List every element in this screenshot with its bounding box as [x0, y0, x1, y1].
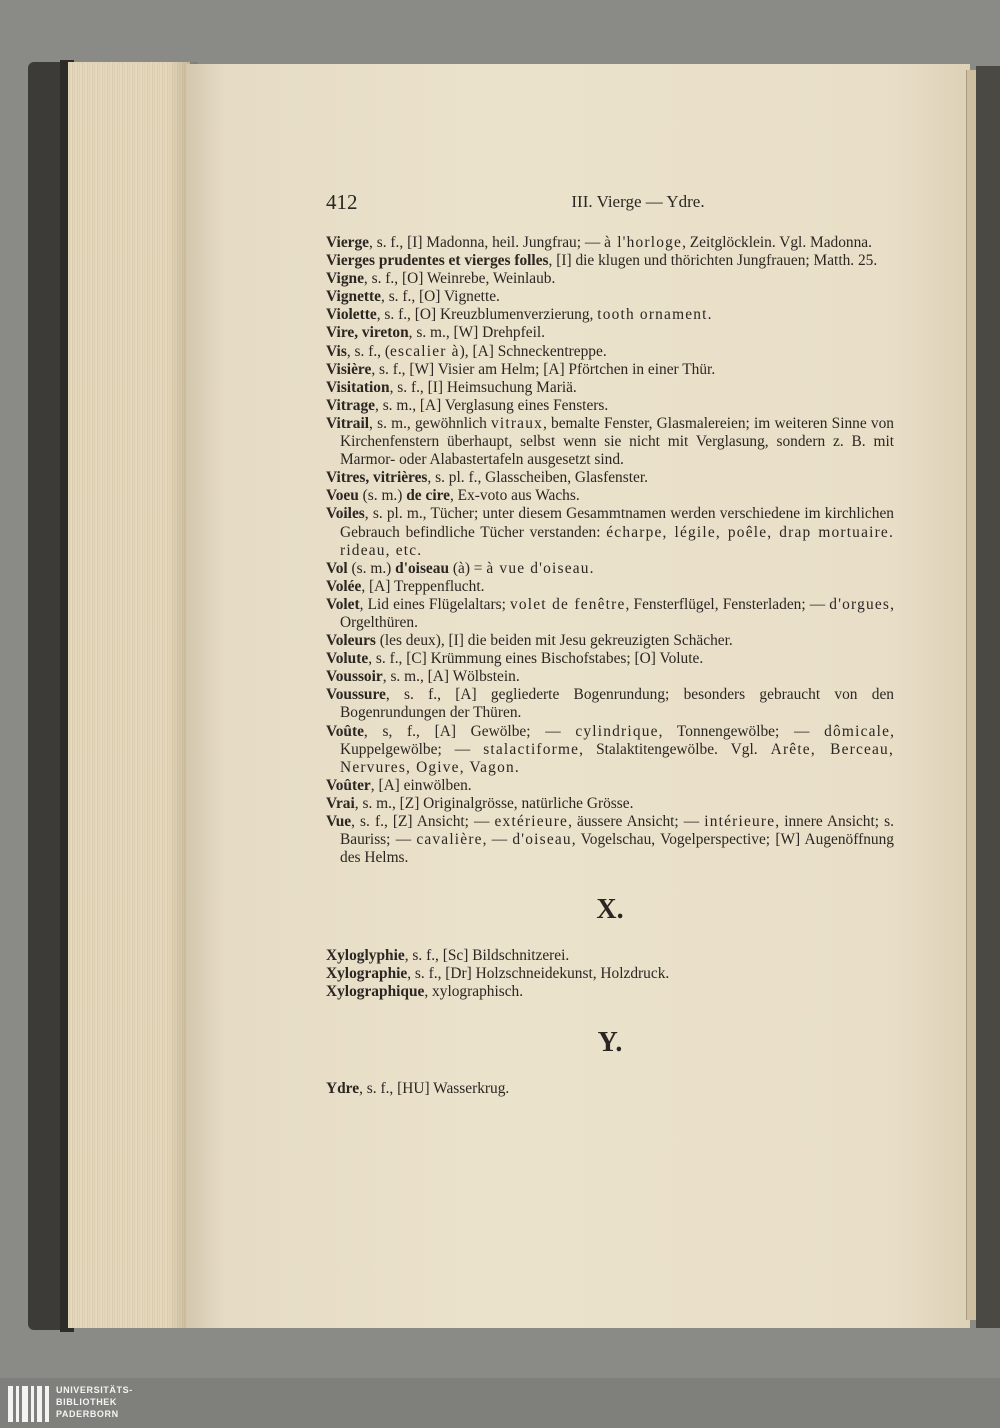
entry-headword: Voussoir [326, 668, 383, 686]
entry-definition: , Tonnengewölbe; — [658, 722, 825, 740]
dictionary-entry [326, 795, 894, 813]
entry-french-term: dômicale [824, 722, 891, 740]
dictionary-entry [326, 469, 894, 487]
dictionary-entry [326, 596, 894, 632]
entry-headword: Vitrage [326, 396, 375, 414]
dictionary-entry [326, 578, 894, 596]
entry-headword: Vitres, vitrières [326, 469, 428, 487]
entry-definition: (s. m.) [358, 487, 407, 505]
entry-headword: Visière [326, 360, 372, 378]
dictionary-entry [326, 965, 894, 983]
entry-headword: Vire, vireton [326, 324, 409, 342]
dictionary-entry [326, 361, 894, 379]
entry-french-term: intérieure [704, 813, 776, 830]
entry-definition: , s. f., ( [346, 342, 390, 360]
entry-french-term: volet de fenêtre [510, 595, 626, 613]
entry-headword: Vignette [326, 288, 381, 306]
entry-definition: (s. m.) [347, 559, 396, 577]
entry-french-term: à l'horloge [604, 234, 683, 251]
entry-definition: , s, f., [A] Gewölbe; — [363, 722, 576, 740]
entry-headword: Voussure [326, 686, 386, 704]
entry-headword: Vierges prudentes et vierges folles [326, 252, 549, 270]
entry-headword: Xylographie [326, 965, 408, 983]
entry-french-term: d'orgues [829, 595, 891, 613]
entry-definition: , s. m., [Z] Originalgrösse, natürliche Grösse. [354, 794, 634, 812]
library-footer [0, 1378, 1000, 1428]
entry-french-term: cavalière [416, 831, 483, 849]
dictionary-entry [326, 560, 894, 578]
section-heading-x: X. [596, 894, 624, 926]
entry-definition: , Orgelthüren. [340, 595, 894, 631]
entry-french-term: extérieure [494, 813, 569, 830]
entry-definition: , s. pl. m., Tücher; unter diesem Gesammtnamen werden verschiedene im kirchlichen Gebrauch befindliche Tücher verstanden: [340, 505, 894, 541]
entry-definition: , s. f., [O] Weinrebe, Weinlaub. [363, 270, 556, 288]
entry-definition: , s. f., [W] Visier am Helm; [A] Pförtchen in einer Thür. [371, 360, 716, 378]
entry-french-term: à vue d'oiseau. [486, 559, 595, 577]
page-number: 412 [326, 190, 358, 214]
dictionary-entry [326, 813, 894, 867]
entry-headword: Voiles [326, 505, 365, 523]
entry-headword: Voûter [326, 776, 371, 794]
entry-headword: Volet [326, 595, 360, 613]
entry-french-term: cylindrique [575, 722, 659, 740]
dictionary-entry [326, 234, 894, 252]
entry-definition: (à) = [449, 559, 487, 577]
entry-definition: , s. f., [Z] Ansicht; — [351, 813, 495, 830]
entry-french-term: écharpe, légile, poêle, drap mortuaire. rideau, etc. [340, 523, 894, 559]
entry-headword: Ydre [326, 1079, 360, 1097]
entry-definition: , s. f., [O] Vignette. [381, 288, 500, 306]
entry-definition: , Vogelschau, Vogelperspective; [W] Augenöffnung des Helms. [340, 831, 894, 867]
entry-definition: , s. m., [A] Wölbstein. [382, 668, 520, 686]
library-name [56, 1384, 133, 1420]
dictionary-entry [326, 777, 894, 795]
entry-definition: , Zeitglöcklein. Vgl. Madonna. [682, 234, 872, 251]
dictionary-entry [326, 1080, 894, 1098]
entry-french-term: vitraux [490, 414, 543, 432]
entry-definition: , äussere Ansicht; — [568, 813, 705, 830]
entry-list-v [326, 234, 894, 867]
section-heading-y: Y. [597, 1026, 623, 1058]
entry-definition: , Stalaktitengewölbe. Vgl. [579, 740, 771, 758]
entry-headword: Vol [326, 559, 348, 577]
entry-definition: , s. m., gewöhnlich [369, 414, 491, 432]
entry-definition: , s. m., [W] Drehpfeil. [408, 324, 545, 342]
entry-headword: Vitrail [326, 414, 370, 432]
library-line-1: UNIVERSITÄTS- [56, 1385, 133, 1395]
library-line-3: PADERBORN [56, 1409, 119, 1419]
entry-definition: , s. f., [I] Heimsuchung Mariä. [389, 378, 577, 396]
entry-definition: , s. f., [Sc] Bildschnitzerei. [404, 947, 570, 965]
running-title: III. Vierge — Ydre. [571, 192, 705, 211]
entry-french-term: d'oiseau [512, 831, 572, 849]
entry-headword: Voleurs [326, 632, 376, 650]
dictionary-entry [326, 505, 894, 559]
entry-definition: , s. m., [A] Verglasung eines Fensters. [375, 396, 609, 414]
entry-headword: Xyloglyphie [326, 947, 405, 965]
library-logo-icon [8, 1386, 52, 1422]
entry-french-term: Arête, Berceau, Nervures, Ogive, Vagon. [340, 740, 894, 776]
dictionary-entry [326, 270, 894, 288]
entry-definition: , [A] Treppenflucht. [361, 577, 485, 595]
dictionary-entry [326, 397, 894, 415]
entry-definition: , s. f., [I] Madonna, heil. Jungfrau; — [369, 234, 605, 251]
entry-definition: , s. f., [O] Kreuzblumenverzierung, [376, 306, 598, 324]
entry-definition: , s. f., [HU] Wasserkrug. [359, 1079, 510, 1097]
entry-headword: Vigne [326, 270, 364, 288]
dictionary-entry [326, 415, 894, 469]
entry-definition: , bemalte Fenster, Glasmalereien; im weiteren Sinne von Kirchenfenstern überhaupt, selbst wenn sie nicht mit Verglasung, sondern z. B. mit Marmor- oder Alabastertafeln ausgesetzt sind. [340, 414, 894, 469]
entry-definition: , Fensterflügel, Fensterladen; — [625, 595, 830, 613]
entry-headword: Vrai [326, 794, 355, 812]
entry-french-term: stalactiforme [483, 740, 580, 758]
entry-headword: Volée [326, 577, 362, 595]
entry-definition: , s. f., [A] gegliederte Bogenrundung; besonders gebraucht von den Bogenrundungen der Thüren. [340, 686, 894, 722]
entry-definition: , Kuppelgewölbe; — [340, 722, 894, 758]
entry-list-x [326, 947, 894, 1001]
dictionary-entry [326, 487, 894, 505]
entry-headword: Vue [326, 813, 352, 830]
entry-headword: Vierge [326, 234, 370, 251]
entry-headword: Voeu [326, 487, 359, 505]
entry-french-term: tooth ornament. [597, 306, 713, 324]
entry-list-y [326, 1080, 894, 1098]
dictionary-entry [326, 686, 894, 722]
entry-headword: Voûte [326, 722, 364, 740]
entry-headword: Visitation [326, 378, 390, 396]
entry-definition: , s. pl. f., Glasscheiben, Glasfenster. [427, 469, 648, 487]
entry-french-term: escalier à [390, 342, 460, 360]
entry-definition: (les deux), [I] die beiden mit Jesu gekreuzigten Schächer. [375, 632, 733, 650]
dictionary-entry [326, 379, 894, 397]
page-header [326, 190, 894, 220]
dictionary-entry [326, 288, 894, 306]
entry-definition: ), [A] Schneckentreppe. [459, 342, 607, 360]
entry-definition: , xylographisch. [424, 983, 524, 1001]
entry-headword: Xylographique [326, 983, 425, 1001]
entry-definition: , innere Ansicht; s. Bauriss; — [340, 813, 894, 849]
entry-definition: , Lid eines Flügelaltars; [359, 595, 510, 613]
entry-definition: , s. f., [C] Krümmung eines Bischofstabes; [O] Volute. [368, 650, 704, 668]
dictionary-entry [326, 632, 894, 650]
book-cover-right [976, 66, 1000, 1328]
dictionary-entry [326, 983, 894, 1001]
entry-definition: , Ex-voto aus Wachs. [449, 487, 580, 505]
dictionary-entry [326, 650, 894, 668]
dictionary-entry [326, 947, 894, 965]
entry-subterm: d'oiseau [395, 559, 450, 577]
entry-definition: , — [482, 831, 513, 849]
library-line-2: BIBLIOTHEK [56, 1397, 117, 1407]
dictionary-entry [326, 252, 894, 270]
entry-definition: , s. f., [Dr] Holzschneidekunst, Holzdruck. [407, 965, 670, 983]
entry-headword: Volute [326, 650, 369, 668]
entry-subterm: de cire [406, 487, 450, 505]
dictionary-body [326, 234, 894, 1098]
entry-definition: , [A] einwölben. [370, 776, 472, 794]
dictionary-entry [326, 343, 894, 361]
dictionary-entry [326, 723, 894, 777]
entry-definition: , [I] die klugen und thörichten Jungfrauen; Matth. 25. [548, 252, 878, 270]
dictionary-entry [326, 306, 894, 324]
entry-headword: Violette [326, 306, 377, 324]
entry-headword: Vis [326, 342, 347, 360]
dictionary-entry [326, 668, 894, 686]
dictionary-entry [326, 324, 894, 342]
